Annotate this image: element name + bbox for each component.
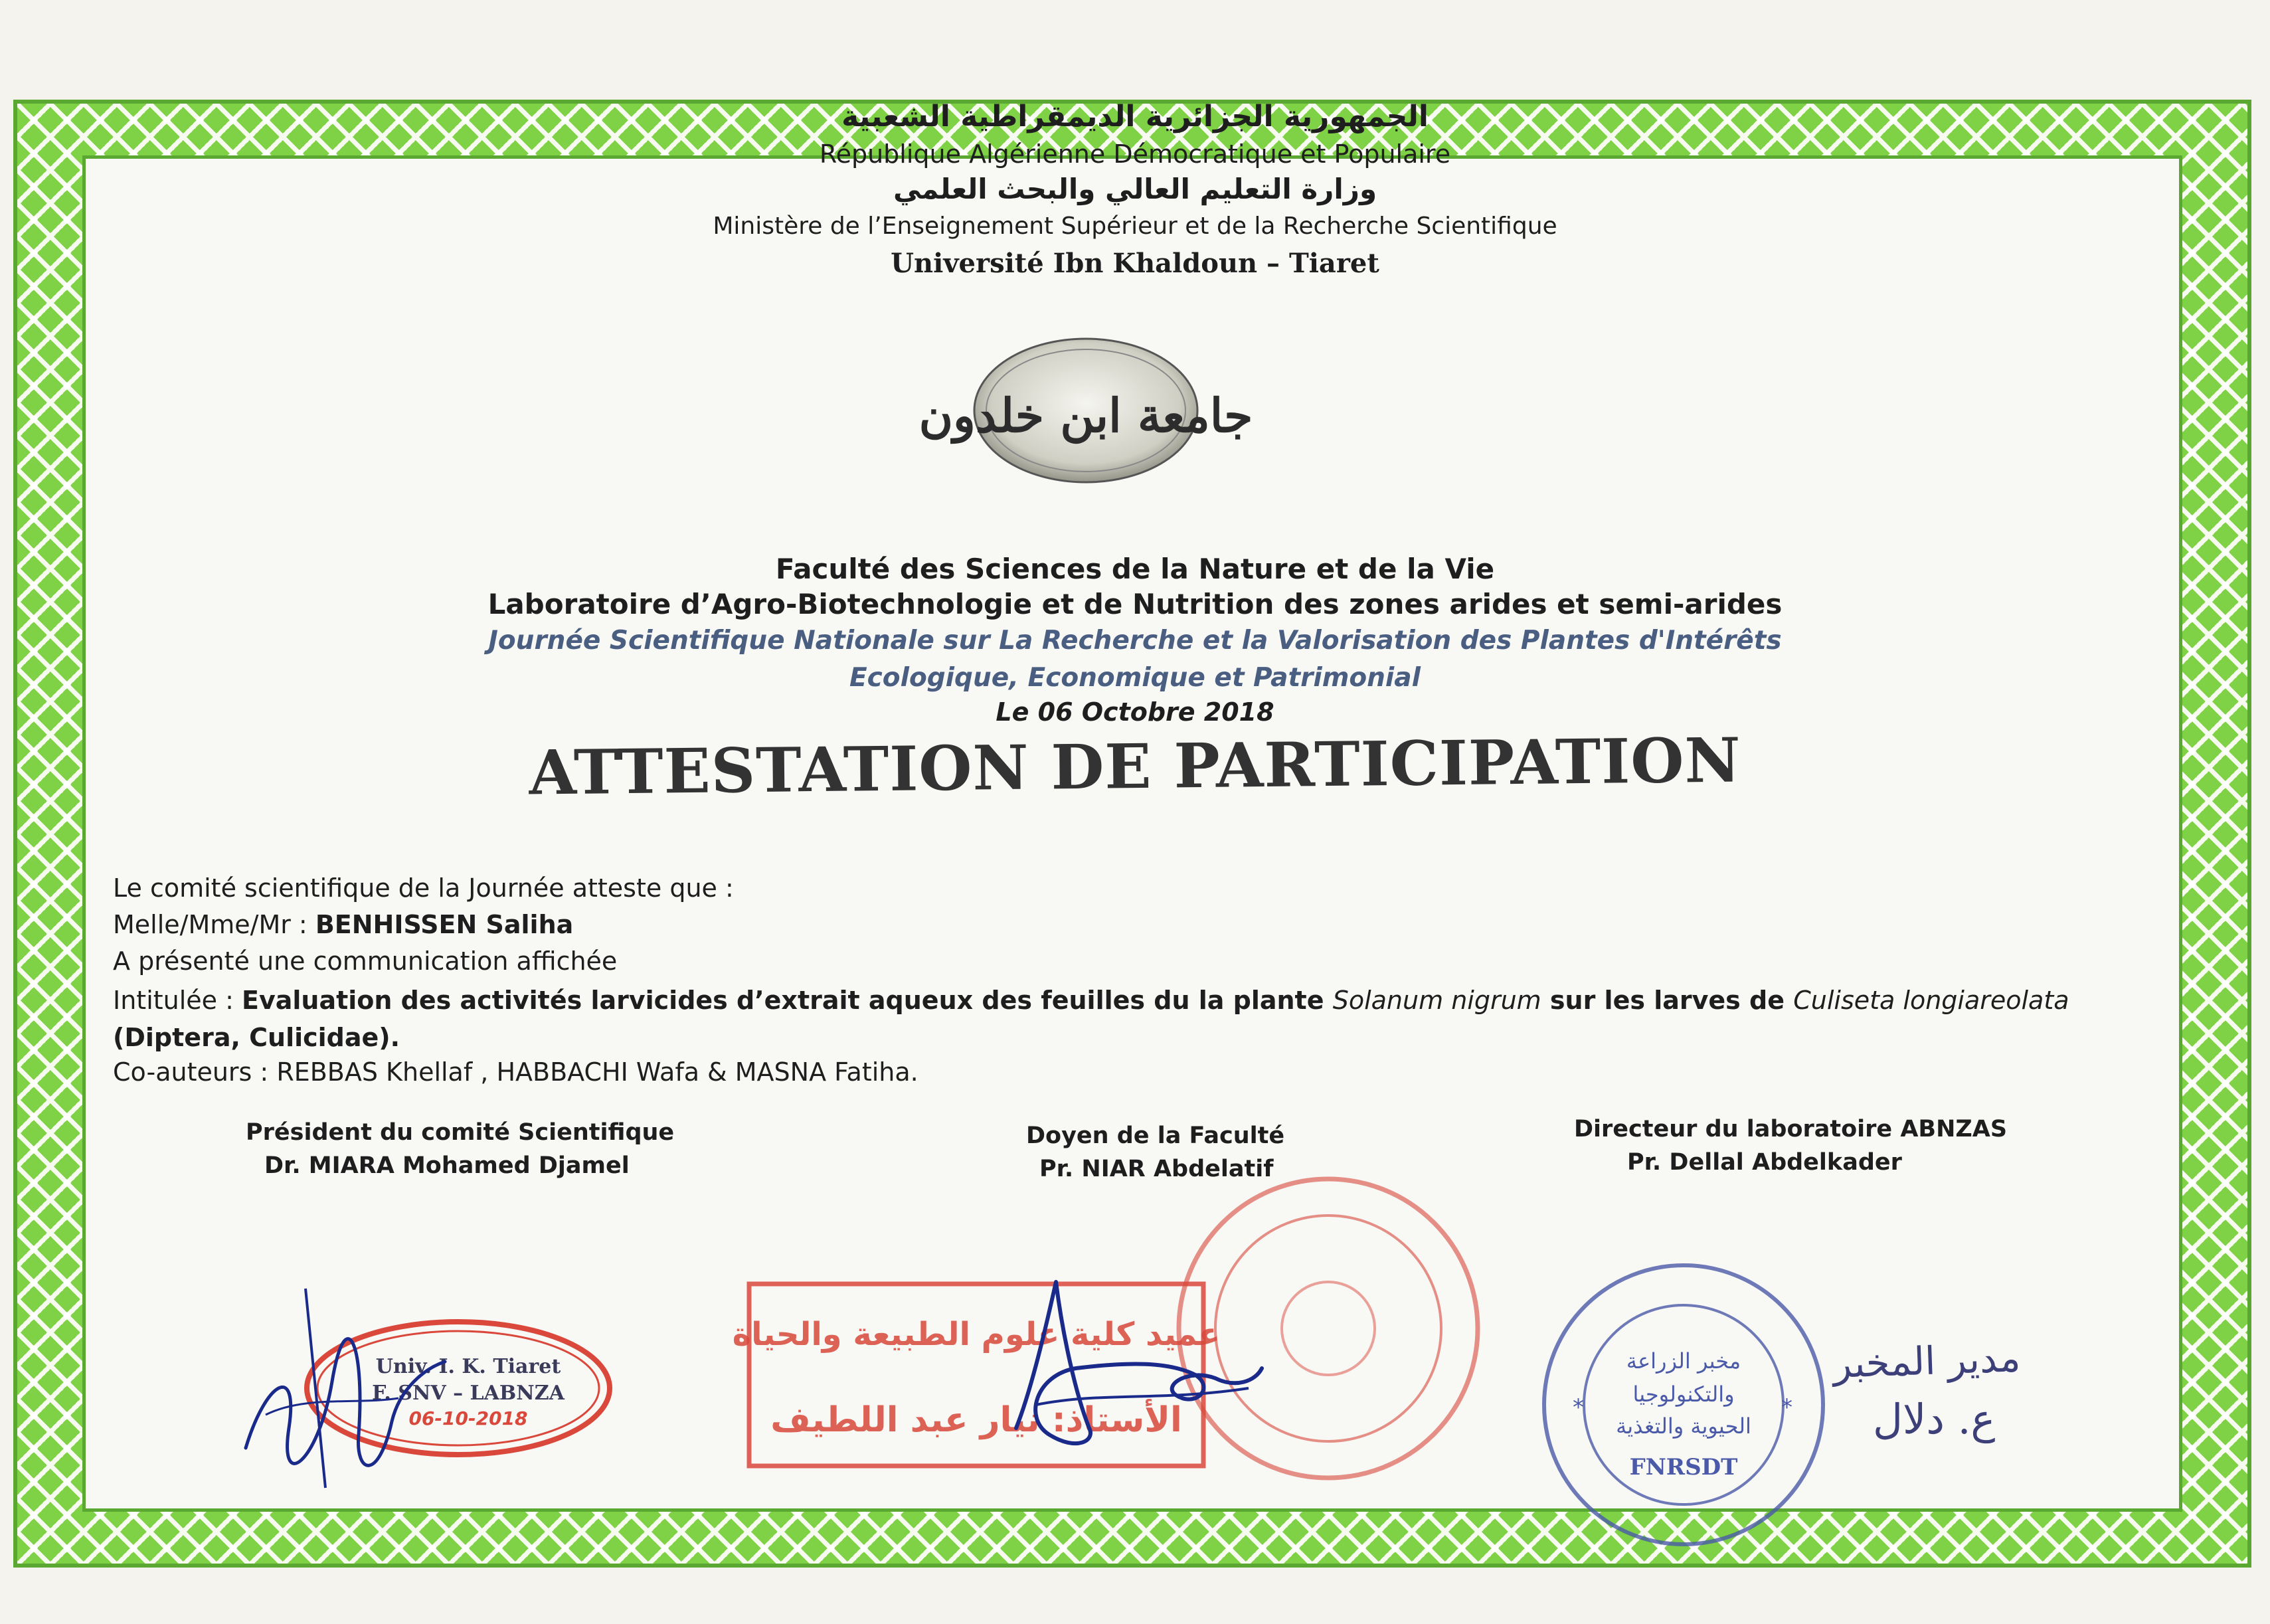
participant-name: BENHISSEN Saliha bbox=[315, 910, 574, 939]
logo-text: جامعة ابن خلدون bbox=[918, 388, 1253, 443]
blue-stamp-center2: والتكنولوجيا bbox=[1632, 1382, 1735, 1407]
certificate-title: ATTESTATION DE PARTICIPATION bbox=[528, 724, 1742, 809]
header-french-ministry: Ministère de l’Enseignement Supérieur et de la Recherche Scientifique bbox=[713, 213, 1557, 240]
laboratory-name: Laboratoire d’Agro-Biotechnologie et de Nutrition des zones arides et semi-arides bbox=[487, 588, 1783, 620]
header-arabic-ministry: وزارة التعليم العالي والبحث العلمي bbox=[893, 173, 1377, 205]
event-title-line1: Journée Scientifique Nationale sur La Recherche et la Valorisation des Plantes d'Intérêts bbox=[488, 626, 1782, 656]
participant-line bbox=[113, 910, 573, 939]
coauthors: Co-auteurs : REBBAS Khellaf , HABBACHI Wafa & MASNA Fatiha. bbox=[113, 1057, 918, 1087]
dean-title: Doyen de la Faculté bbox=[1026, 1123, 1285, 1149]
header-arabic-country: الجمهورية الجزائرية الديمقراطية الشعبية bbox=[841, 100, 1429, 134]
dean-stamp-line1: عميد كلية علوم الطبيعة والحياة bbox=[732, 1316, 1221, 1353]
oval-stamp-date: 06-10-2018 bbox=[408, 1407, 528, 1429]
event-title-line2: Ecologique, Economique et Patrimonial bbox=[849, 663, 1421, 693]
header-french-country: République Algérienne Démocratique et Populaire bbox=[819, 139, 1451, 169]
university-name: Université Ibn Khaldoun – Tiaret bbox=[891, 248, 1379, 279]
title-part1: Evaluation des activités larvicides d’extrait aqueux des feuilles du la plante bbox=[242, 986, 1333, 1015]
director-name: Pr. Dellal Abdelkader bbox=[1627, 1149, 1902, 1176]
faculty-name: Faculté des Sciences de la Nature et de la Vie bbox=[775, 553, 1495, 585]
university-logo bbox=[918, 332, 1253, 485]
blue-stamp-code: FNRSDT bbox=[1629, 1454, 1738, 1481]
species-1: Solanum nigrum bbox=[1332, 986, 1541, 1015]
dean-name: Pr. NIAR Abdelatif bbox=[1039, 1156, 1274, 1182]
director-handwritten-title: مدير المخبر bbox=[1832, 1335, 2022, 1387]
blue-stamp-star-right: * bbox=[1781, 1394, 1792, 1421]
communication-title bbox=[113, 982, 2139, 1056]
president-signature bbox=[226, 1262, 478, 1501]
dean-signature bbox=[996, 1262, 1275, 1461]
director-handwritten-name: ع. دلال bbox=[1873, 1395, 1996, 1443]
attestation-intro: Le comité scientifique de la Journée atteste que : bbox=[113, 873, 734, 903]
oval-stamp-line1: Univ. I. K. Tiaret bbox=[375, 1355, 561, 1378]
lab-round-stamp bbox=[1534, 1255, 1833, 1554]
title-part2: sur les larves de bbox=[1541, 986, 1794, 1015]
director-title: Directeur du laboratoire ABNZAS bbox=[1574, 1116, 2008, 1142]
president-title: Président du comité Scientifique bbox=[246, 1119, 675, 1146]
presentation-type: A présenté une communication affichée bbox=[113, 947, 618, 976]
oval-stamp-line2: F. SNV – LABNZA bbox=[372, 1382, 565, 1405]
blue-stamp-star-left: * bbox=[1573, 1394, 1584, 1421]
dean-stamp-line2: الأستاذ: نيار عبد اللطيف bbox=[770, 1400, 1182, 1440]
event-date: Le 06 Octobre 2018 bbox=[996, 697, 1274, 727]
blue-stamp-center3: الحيوية والتغذية bbox=[1616, 1413, 1751, 1439]
blue-stamp-center1: مخبر الزراعة bbox=[1626, 1348, 1741, 1374]
species-2: Culiseta longiareolata bbox=[1793, 986, 2069, 1015]
title-label: Intitulée : bbox=[113, 986, 242, 1015]
participant-label: Melle/Mme/Mr : bbox=[113, 910, 315, 939]
president-name: Dr. MIARA Mohamed Djamel bbox=[264, 1152, 630, 1179]
title-part3: (Diptera, Culicidae). bbox=[113, 1023, 400, 1052]
